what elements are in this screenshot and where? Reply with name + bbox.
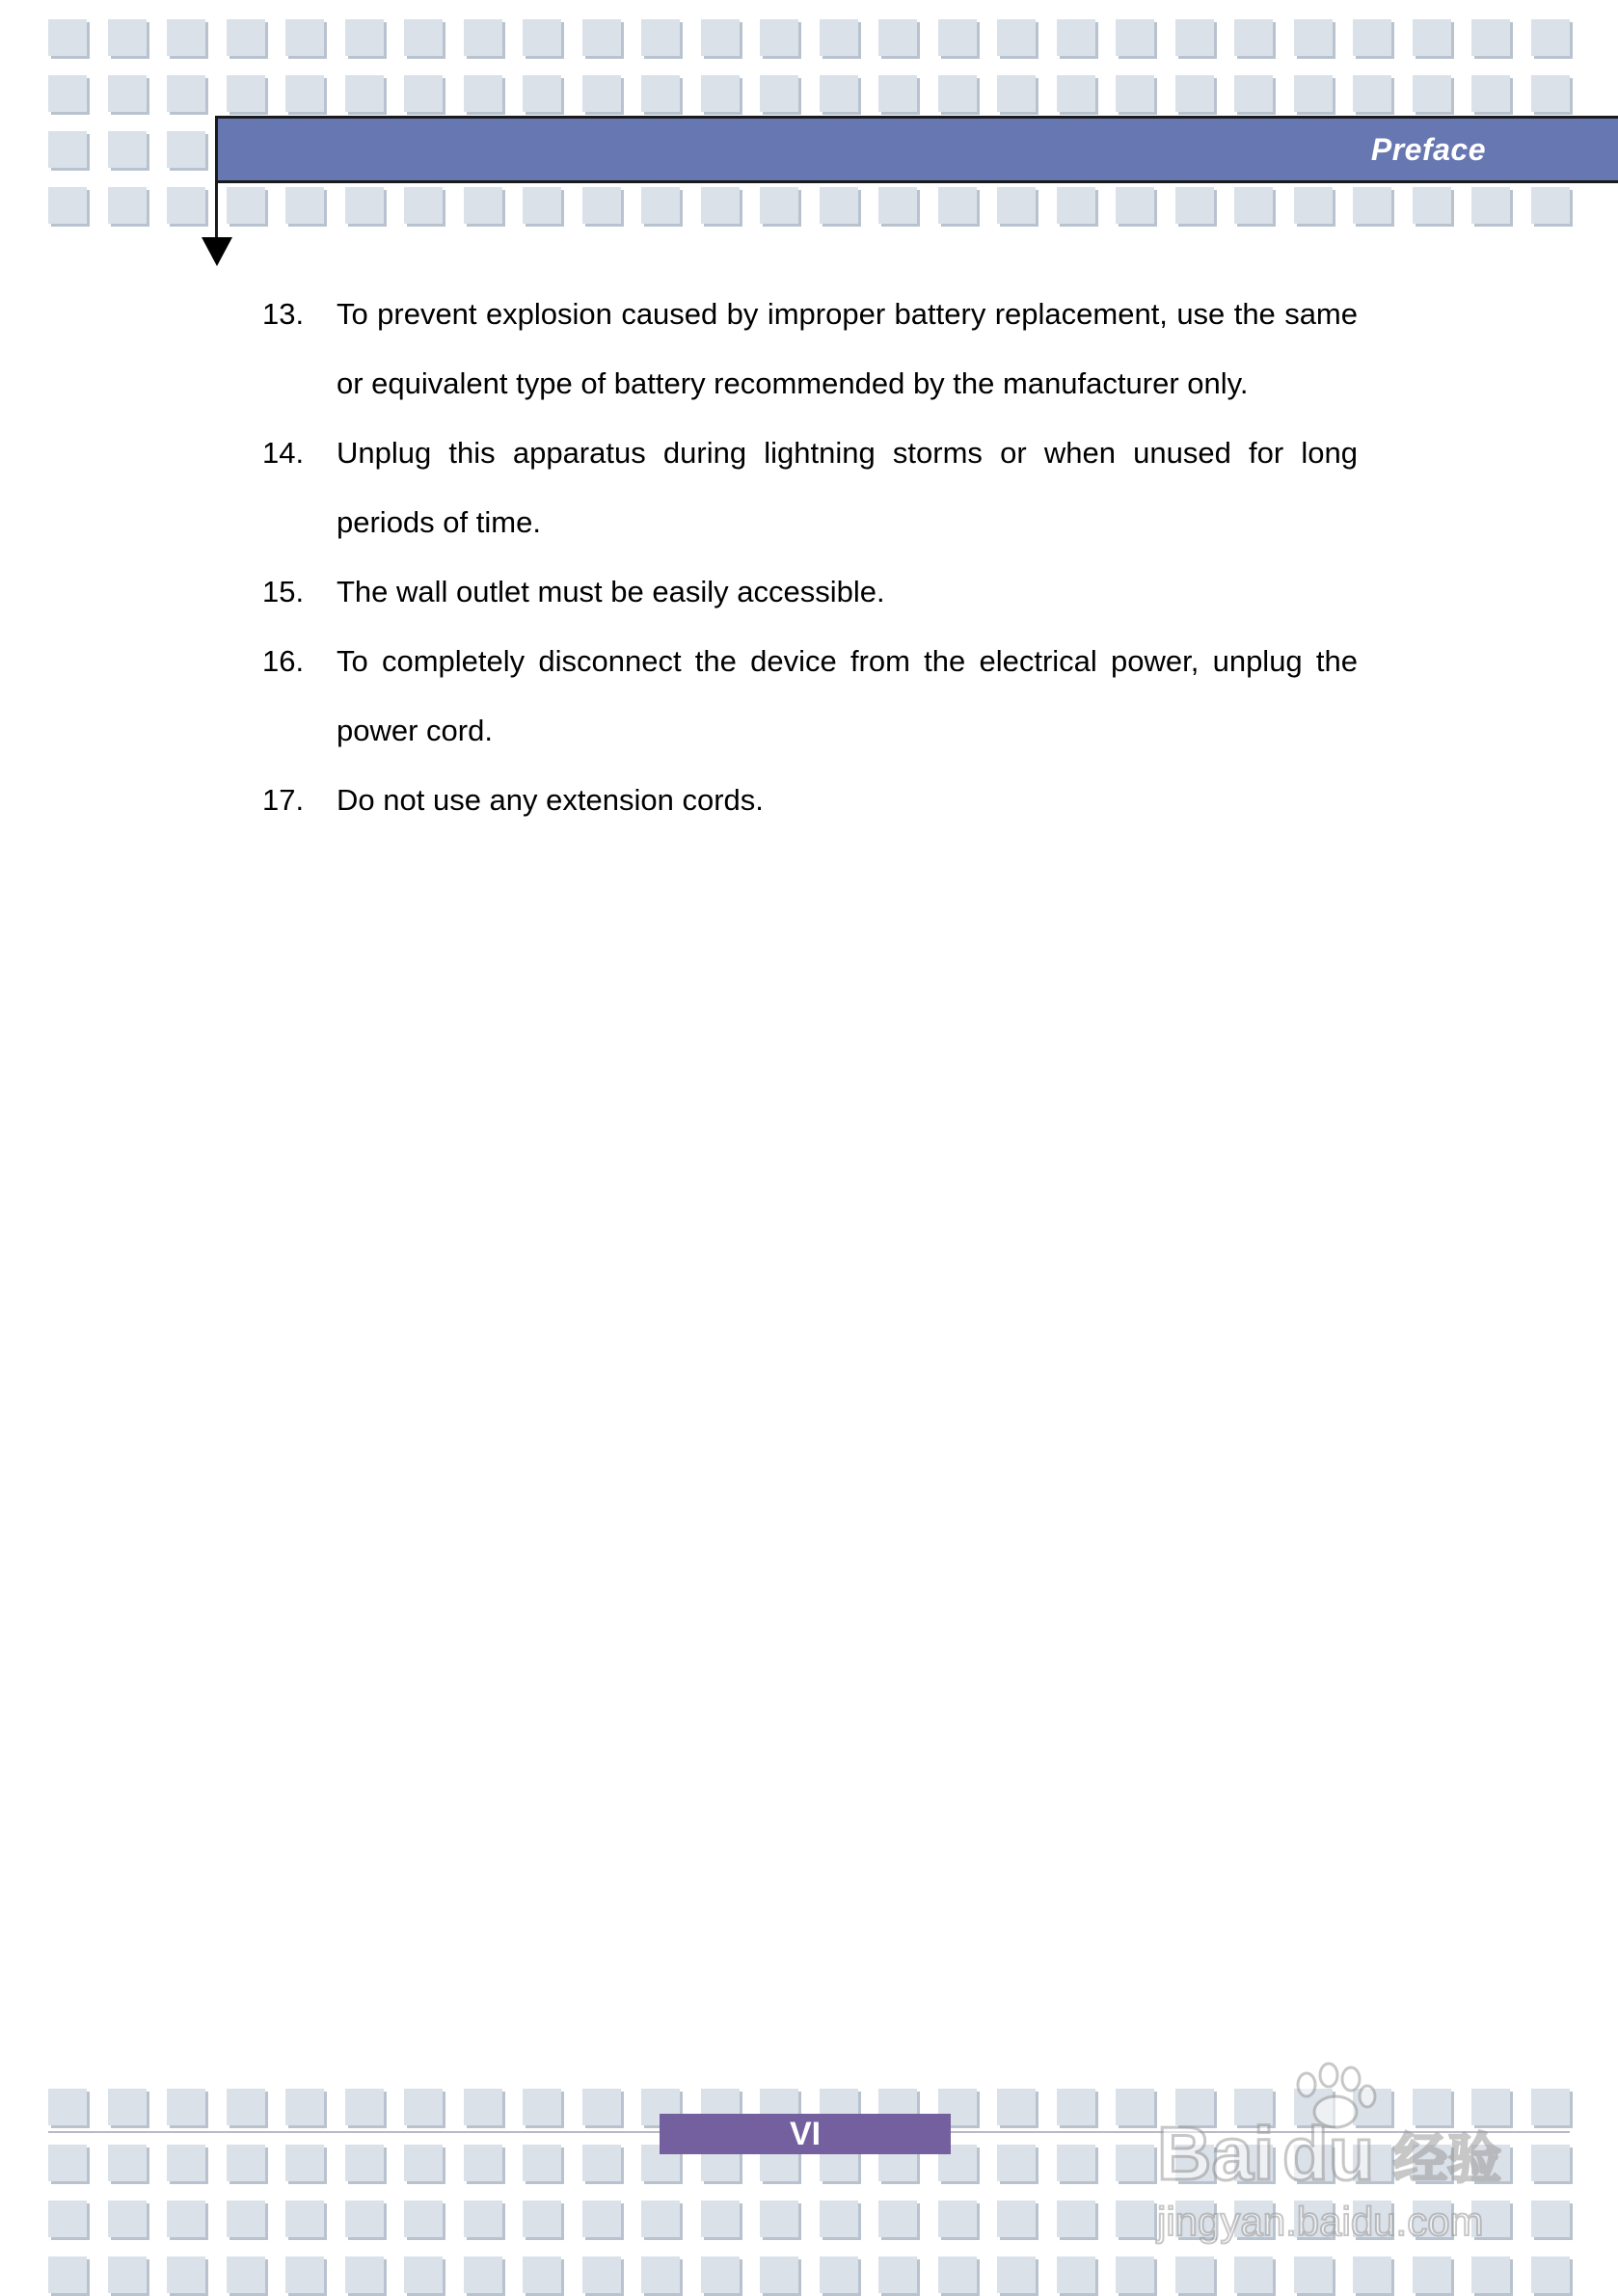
header-band: [216, 116, 1618, 183]
svg-text:经验: 经验: [1393, 2128, 1501, 2191]
item-text: Do not use any extension cords.: [337, 783, 764, 817]
list-item: [262, 419, 1358, 557]
item-text: To completely disconnect the device from the electrical power, unplug the power cord.: [337, 644, 1358, 747]
item-number: 13.: [262, 297, 305, 331]
svg-text:jingyan.baidu.com: jingyan.baidu.com: [1157, 2199, 1484, 2244]
section-title: Preface: [1370, 132, 1486, 167]
page-number: VI: [660, 2114, 951, 2154]
item-text: Unplug this apparatus during lightning storms or when unused for long periods of time.: [337, 436, 1358, 539]
list-item: [262, 627, 1358, 766]
item-number: 17.: [262, 783, 305, 817]
list-item: [262, 766, 1358, 835]
safety-instructions-list: [262, 280, 1358, 835]
arrow-down-icon: [202, 237, 232, 266]
list-item: [262, 280, 1358, 419]
header-stem-line: [215, 116, 218, 241]
item-number: 16.: [262, 644, 305, 678]
item-text: To prevent explosion caused by improper battery replacement, use the same or equivalent type of battery recommended by the manufacturer only.: [337, 297, 1358, 400]
svg-text:du: du: [1282, 2111, 1375, 2196]
baidu-watermark-logo: [1138, 2054, 1543, 2247]
list-item: [262, 557, 1358, 627]
item-number: 15.: [262, 575, 305, 608]
item-text: The wall outlet must be easily accessible.: [337, 575, 885, 608]
item-number: 14.: [262, 436, 305, 470]
svg-text:Bai: Bai: [1157, 2111, 1275, 2196]
